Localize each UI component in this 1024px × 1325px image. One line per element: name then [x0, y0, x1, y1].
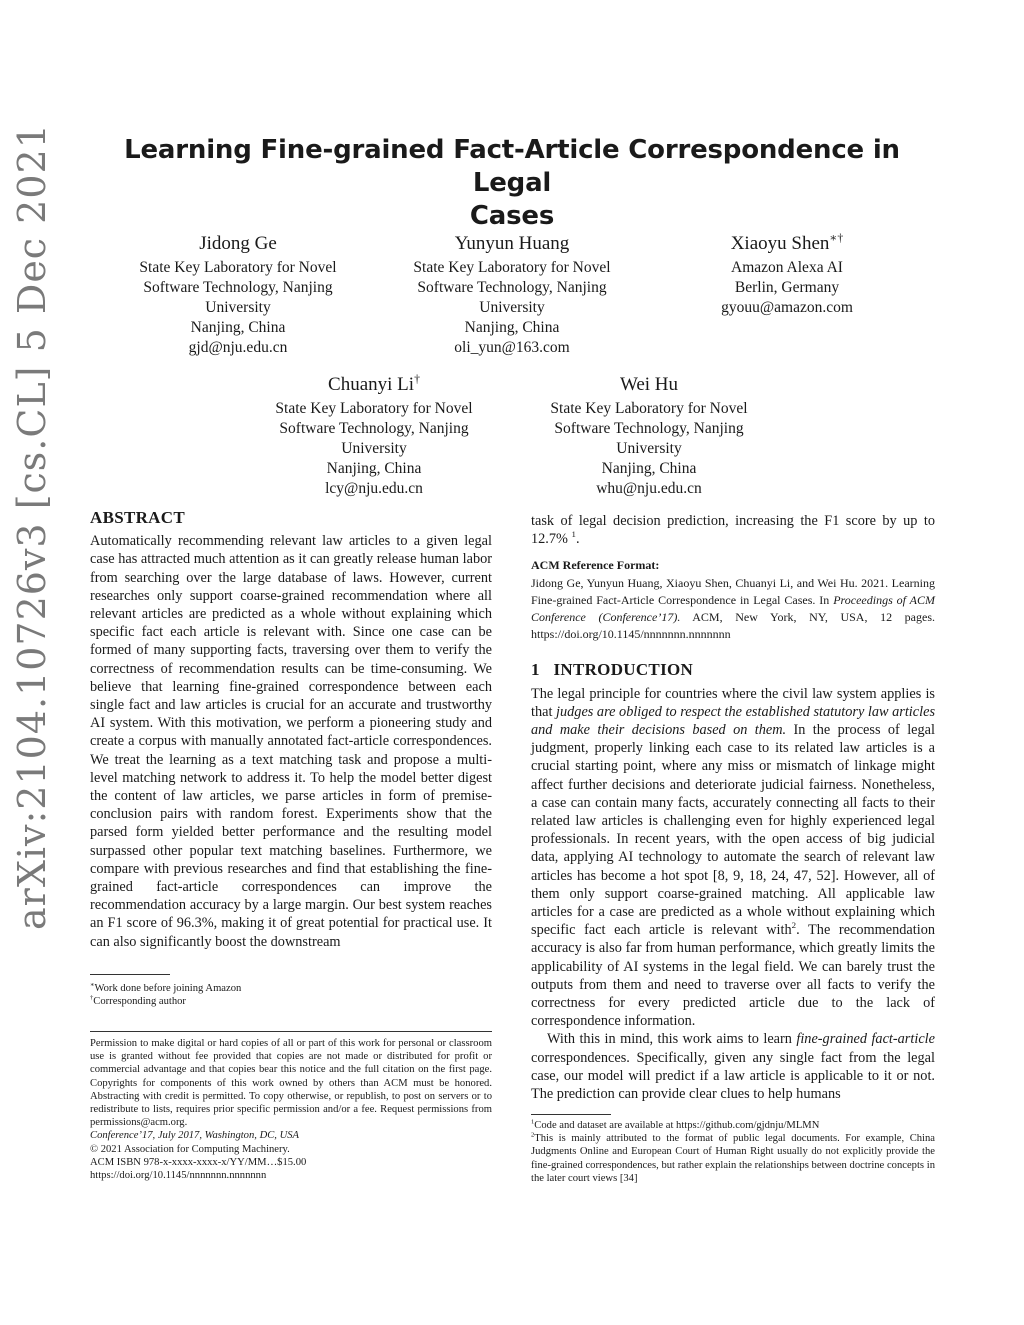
- footnote: †Corresponding author: [90, 994, 186, 1008]
- footnote-rule: [90, 974, 170, 975]
- footnote: $^1$Code and dataset are available at https://github.com/gjdnju/MLMN: [531, 1118, 820, 1131]
- author-affiliation: State Key Laboratory for Novel: [275, 400, 473, 417]
- author-block-2: [392, 232, 632, 358]
- author-mark: †: [414, 372, 420, 386]
- abstract-section: [90, 509, 492, 951]
- author-affiliation: University: [205, 299, 271, 316]
- author-affiliation: Software Technology, Nanjing: [554, 420, 744, 437]
- author-email: whu@nju.edu.cn: [596, 480, 702, 497]
- author-location: Nanjing, China: [326, 460, 422, 477]
- author-location: Nanjing, China: [464, 319, 560, 336]
- author-name: Chuanyi Li: [328, 374, 415, 395]
- copyright: © 2021 Association for Computing Machinery.: [90, 1143, 290, 1155]
- author-location: Nanjing, China: [601, 460, 697, 477]
- author-name: Xiaoyu Shen: [730, 233, 830, 254]
- title-line-1: Learning Fine-grained Fact-Article Correspondence in Legal: [124, 135, 900, 198]
- abstract-heading: ABSTRACT: [90, 508, 185, 527]
- author-mark: ∗†: [829, 231, 844, 245]
- author-email: oli_yun@163.com: [454, 339, 570, 356]
- author-affiliation: Software Technology, Nanjing: [143, 279, 333, 296]
- author-affiliation: State Key Laboratory for Novel: [139, 259, 337, 276]
- author-block-3: [667, 232, 907, 318]
- conference-info: Conference’17, July 2017, Washington, DC, USA: [90, 1130, 300, 1142]
- footnote: ∗Work done before joining Amazon: [90, 981, 242, 994]
- author-name: Wei Hu: [619, 374, 679, 395]
- author-email: lcy@nju.edu.cn: [325, 480, 423, 497]
- acm-reference-heading: ACM Reference Format:: [531, 558, 660, 573]
- author-block-5: [529, 373, 769, 499]
- author-affiliation: State Key Laboratory for Novel: [413, 259, 611, 276]
- intro-paragraph-2: With this in mind, this work aims to learn fine-grained fact-article correspondences. Specifically, given any single fact from the legal case, our model will predict if a law article is applicable to it or not. The prediction can provide clear clues to help humans: [531, 1031, 935, 1103]
- isbn: ACM ISBN 978-x-xxxx-xxxx-x/YY/MM…$15.00: [90, 1156, 307, 1168]
- footnote-rule: [531, 1114, 611, 1115]
- author-name: Yunyun Huang: [454, 233, 570, 254]
- arxiv-stamp: arXiv:2104.10726v3 [cs.CL] 5 Dec 2021: [10, 123, 54, 930]
- footnotes-right: [531, 1119, 935, 1185]
- permission-text: Permission to make digital or hard copies of all or part of this work for personal or classroom use is granted without fee provided that copies are not made or distributed for profit or commercial advantage and that copies bear this notice and the full citation on the first page. Copyrights for components of this work owned by others than ACM must be honored. Abstracting with credit is permitted. To copy otherwise, or republish, to post on servers or to redistribute to lists, requires prior specific permission and/or a fee. Request permissions from permissions@acm.org.: [90, 1038, 492, 1129]
- author-email: gyouu@amazon.com: [721, 299, 853, 316]
- footnotes-left: [90, 982, 492, 1008]
- intro-heading: 1 INTRODUCTION: [531, 660, 694, 680]
- author-email: gjd@nju.edu.cn: [188, 339, 288, 356]
- author-location: Nanjing, China: [190, 319, 286, 336]
- author-block-1: [118, 232, 358, 358]
- paper-title: [110, 134, 914, 233]
- author-affiliation: University: [616, 440, 682, 457]
- author-affiliation: Software Technology, Nanjing: [417, 279, 607, 296]
- author-affiliation: University: [479, 299, 545, 316]
- author-affiliation: University: [341, 440, 407, 457]
- author-affiliation: Software Technology, Nanjing: [279, 420, 469, 437]
- title-line-2: Cases: [469, 201, 555, 231]
- abstract-text: Automatically recommending relevant law articles to a given legal case has attracted much attention as it can greatly release human labor from searching over the large database of laws. However, current researches only support coarse-grained recommendation where all relevant articles are predicted as a whole without explaining which specific fact each article is relevant with. Since one case can be formed of many supporting facts, traversing over them to verify the correctness of recommendation results can be time-consuming. We believe that learning fine-grained correspondence between each single fact and law articles is crucial for an accurate and trustworthy AI system. With this motivation, we perform a pioneering study and create a corpus with manually annotated fact-article correspondences. We treat the learning as a text matching task and propose a multi-level matching network to address it. To help the model better digest the content of law articles, we parse articles in form of premise-conclusion pairs with random forest. Experiments show that the parsed form yielded better performance and the resulting model surpassed other popular text matching baselines. Furthermore, we compare with previous researches and find that establishing the fine-grained fact-article correspondences can improve the recommendation accuracy by a large margin. Our best system reaches an F1 score of 96.3%, making it of great potential for practical use. It can also significantly boost the downstream: [90, 533, 492, 950]
- author-affiliation: State Key Laboratory for Novel: [550, 400, 748, 417]
- right-column: [531, 512, 935, 1103]
- author-affiliation: Amazon Alexa AI: [731, 259, 843, 276]
- doi: https://doi.org/10.1145/nnnnnnn.nnnnnnn: [90, 1170, 267, 1182]
- author-location: Berlin, Germany: [734, 279, 840, 296]
- footnote: $^2$This is mainly attributed to the format of public legal documents. For example, China Judgments Online and European Court of Human Right usually do not explicitly provide the fine-grained correspondences, but rather explain the relationships between doctrine concepts in the later court views [34]: [531, 1131, 935, 1184]
- permission-rule: [90, 1031, 492, 1032]
- intro-paragraph-1: The legal principle for countries where the civil law system applies is that judges are obliged to respect the established statutory law articles and make their decisions based on them. In the process of legal judgment, properly linking each case to its related law articles is a crucial starting point, where any miss or mismatch of linkage might affect further decisions and deteriorate judicial fairness. Nonetheless, a case can contain many facts, accurately connecting all facts to their related law articles is challenging even for highly experienced legal professionals. In recent years, with the open access of big judicial data, applying AI technology to automate the search of relevant law articles has become a hot spot [8, 9, 18, 24, 47, 52]. However, all of them only support coarse-grained matching. All applicable law articles for a case are predicted as a whole without explaining which specific fact each article is relevant with$^2$. The recommendation accuracy is also far from human performance, which greatly limits the applicability of AI systems in the legal field. We can barely trust the outputs from them and need to traverse over all facts to verify the correctness for every predicted article due to the lack of correspondence information.: [531, 685, 936, 1030]
- author-block-4: [254, 373, 494, 499]
- acm-reference: [531, 557, 935, 643]
- abstract-continuation: task of legal decision prediction, increasing the F1 score by up to 12.7% $^1$.: [531, 513, 935, 548]
- acm-reference-text: Jidong Ge, Yunyun Huang, Xiaoyu Shen, Chuanyi Li, and Wei Hu. 2021. Learning Fine-grained Fact-Article Correspondence in Legal Cases. In Proceedings of ACM Conference (Conference’17). ACM, New York, NY, USA, 12 pages. https://doi.org/10.1145/nnnnnnn.nnnnnnn: [531, 575, 936, 642]
- author-name: Jidong Ge: [199, 233, 277, 254]
- permission-block: [90, 1037, 492, 1182]
